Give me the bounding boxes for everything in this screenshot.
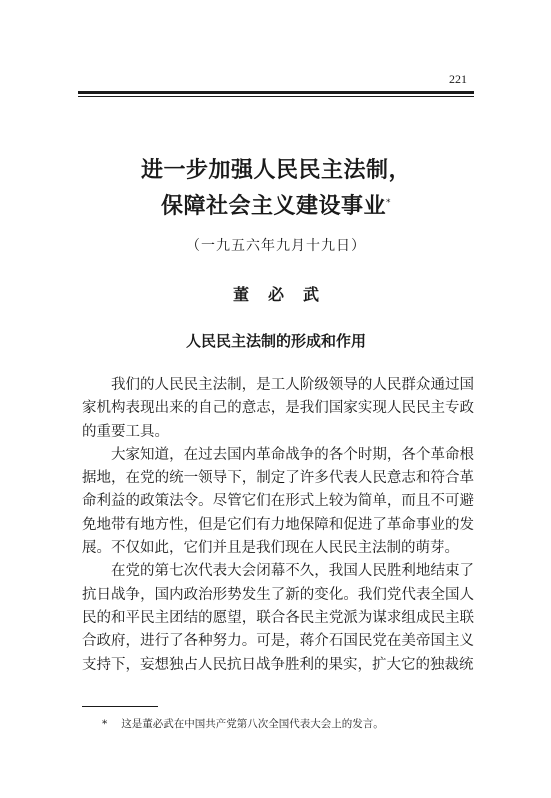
speech-date: （一九五六年九月十九日） — [186, 238, 366, 254]
paragraph: 我们的人民民主法制，是工人阶级领导的人民群众通过国家机构表现出来的自己的意志，是我们国家实现人民民主专政的重要工具。 — [82, 377, 474, 440]
title-line-2 — [78, 189, 474, 225]
footnote-mark: * — [102, 718, 108, 730]
footnote-text: 这是董必武在中国共产党第八次全国代表大会上的发言。 — [121, 718, 384, 730]
title-footnote-mark[interactable]: * — [386, 198, 391, 208]
page-number: 221 — [449, 72, 467, 86]
paragraph: 在党的第七次代表大会闭幕不久，我国人民胜利地结束了抗日战争，国内政治形势发生了新的变化。我们党代表全国人民的和平民主团结的愿望，联合各民主党派为谋求组成民主联合政府，进行了各种努力。可是，蒋介石国民党在美帝国主义支持下，妄想独占人民抗日战争胜利的果实，扩大它的独裁统 — [82, 563, 474, 673]
header-rule-thick — [78, 91, 474, 94]
title-line-1: 进一步加强人民民主法制， — [140, 158, 411, 183]
header-rule-thin — [78, 96, 474, 97]
footnote-rule — [82, 706, 158, 707]
title-line-2-text: 保障社会主义建设事业 — [160, 194, 386, 219]
author: 董必武 — [232, 285, 338, 304]
footnote — [102, 716, 384, 731]
body-text — [82, 374, 474, 677]
section-title: 人民民主法制的形成和作用 — [185, 332, 366, 350]
article-title — [78, 153, 474, 225]
paragraph: 大家知道，在过去国内革命战争的各个时期，各个革命根据地，在党的统一领导下，制定了许多代表人民意志和符合革命利益的政策法令。尽管它们在形式上较为简单，而且不可避免地带有地方性，但是它们有力地保障和促进了革命事业的发展。不仅如此，它们并且是我们现在人民民主法制的萌芽。 — [82, 446, 474, 557]
